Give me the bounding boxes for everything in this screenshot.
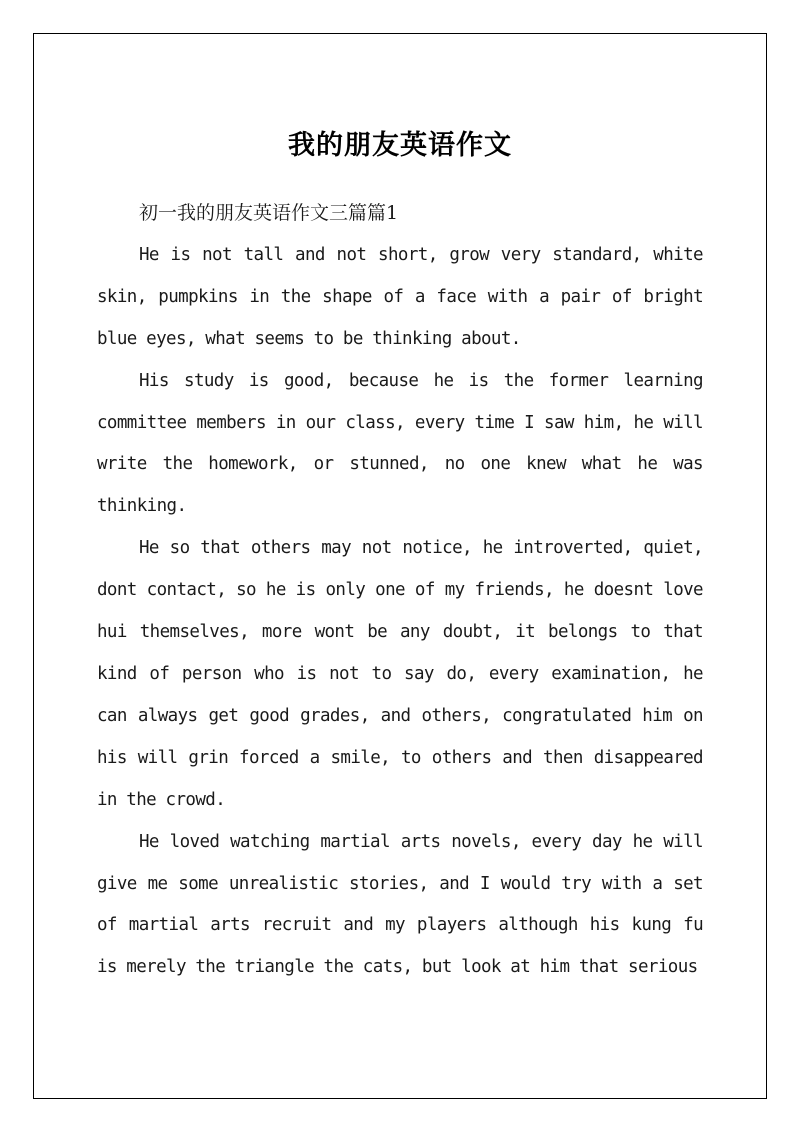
document-title: 我的朋友英语作文: [288, 130, 512, 161]
section-heading: 初一我的朋友英语作文三篇篇1: [139, 202, 399, 224]
document-body: [97, 193, 703, 989]
paragraph-1: He is not tall and not short, grow very standard, white skin, pumpkins in the shape of a face with a pair of bright blue eyes, what seems to be thinking about.: [97, 244, 703, 349]
paragraph-2: His study is good, because he is the former learning committee members in our class, every time I saw him, he will write the homework, or stunned, no one knew what he was thinking.: [97, 370, 703, 517]
paragraph-3: He so that others may not notice, he introverted, quiet, dont contact, so he is only one of my friends, he doesnt love hui themselves, more wont be any doubt, it belongs to that kind of person who is not to say do, every examination, he can always get good grades, and others, congratulated him on his will grin forced a smile, to others and then disappeared in the crowd.: [97, 538, 703, 810]
paragraph-4: He loved watching martial arts novels, every day he will give me some unrealistic stories, and I would try with a set of martial arts recruit and my players although his kung fu is merely the triangle the cats, but look at him that serious: [97, 831, 703, 978]
